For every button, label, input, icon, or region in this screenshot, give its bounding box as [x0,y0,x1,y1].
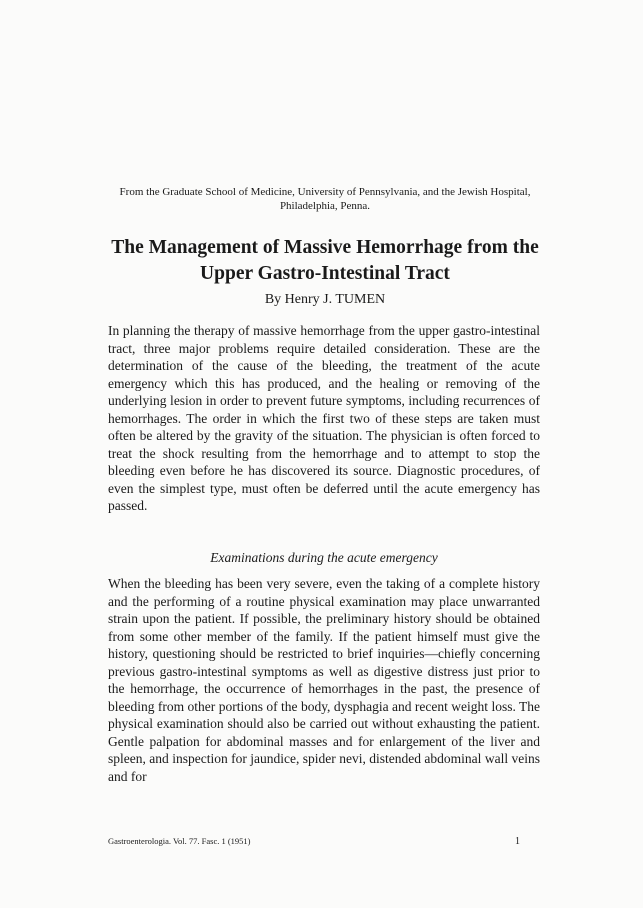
article-title: The Management of Massive Hemorrhage from the Upper Gastro-Intestinal Tract [111,237,539,284]
author-byline: By Henry J. TUMEN [264,292,386,307]
affiliation: From the Graduate School of Medicine, University of Pennsylvania, and the Jewish Hospital, Philadelphia, Penna. [119,186,531,212]
section-heading: Examinations during the acute emergency [210,550,438,565]
page-footer [108,836,540,847]
page-number: 1 [515,836,520,847]
paragraph-examinations: When the bleeding has been very severe, even the taking of a complete history and the performing of a routine physical examination may place unwarranted strain upon the patient. If possible, the preliminary history should be obtained from some other member of the family. If the patient himself must give the history, questioning should be restricted to brief inquiries—chiefly concerning previous gastro-intestinal symptoms as well as digestive distress just prior to the hemorrhage, the occurrence of hemorrhages in the past, the presence of bleeding from other portions of the body, dysphagia and recent weight loss. The physical examination should also be carried out without exhausting the patient. Gentle palpation for abdominal masses and for enlargement of the liver and spleen, and inspection for jaundice, spider nevi, distended abdominal wall veins and for [108,576,540,784]
paragraph-intro: In planning the therapy of massive hemorrhage from the upper gastro-intestinal tract, three major problems require detailed consideration. These are the determination of the cause of the bleeding, the treatment of the acute emergency which this has produced, and the healing or removing of the underlying lesion in order to prevent future symptoms, including recurrences of hemorrhages. The order in which the first two of these steps are taken must often be altered by the gravity of the situation. The physician is often forced to treat the shock resulting from the hemorrhage and to attempt to stop the bleeding even before he has discovered its source. Diagnostic procedures, of even the simplest type, must often be deferred until the acute emergency has passed. [108,323,540,513]
journal-citation: Gastroenterologia. Vol. 77. Fasc. 1 (1951) [108,836,251,846]
